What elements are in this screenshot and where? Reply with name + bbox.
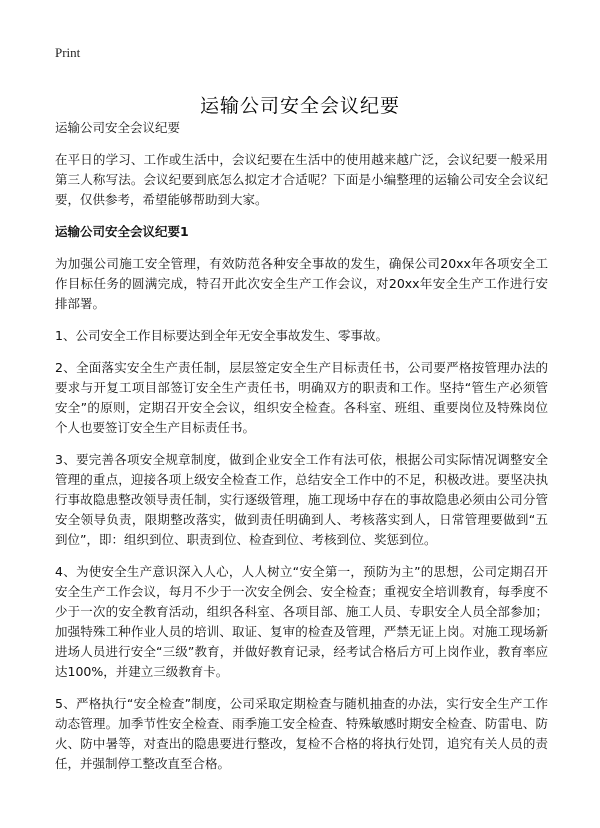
print-link[interactable]: Print: [55, 45, 81, 60]
page-title: 运输公司安全会议纪要: [199, 94, 400, 117]
body-paragraph: 2、全面落实安全生产责任制，层层签定安全生产目标责任书，公司要严格按管理办法的要求与开复工项目部签订安全生产责任书，明确双方的职责和工作。坚持“管生产必须管安全”的原则，定期召开安全会议，组织安全检查。各科室、班组、重要岗位及特殊岗位个人也要签订安全生产目标责任书。: [55, 360, 548, 435]
intro-paragraph: 在平日的学习、工作或生活中，会议纪要在生活中的使用越来越广泛，会议纪要一般采用第三人称写法。会议纪要到底怎么拟定才合适呢？下面是小编整理的运输公司安全会议纪要，仅供参考，希望能够帮助到大家。: [55, 152, 548, 207]
body-paragraph: 4、为使安全生产意识深入人心，人人树立“安全第一，预防为主”的思想，公司定期召开安全生产工作会议，每月不少于一次安全例会、安全检查；重视安全培训教育，每季度不少于一次的安全教育活动，组织各科室、各项目部、施工人员、专职安全人员全部参加；加强特殊工种作业人员的培训、取证、复审的检查及管理，严禁无证上岗。对施工现场新进场人员进行安全“三级”教育，并做好教育记录，经考试合格后方可上岗作业，教育率应达100%，并建立三级教育卡。: [55, 564, 548, 679]
body-paragraph: 1、公司安全工作目标要达到全年无安全事故发生、零事故。: [55, 328, 388, 343]
section-heading: 运输公司安全会议纪要1: [55, 224, 189, 239]
body-paragraph: 5、严格执行“安全检查”制度，公司采取定期检查与随机抽查的办法，实行安全生产工作动态管理。加季节性安全检查、雨季施工安全检查、特殊敏感时期安全检查、防雷电、防火、防中暑等，对查出的隐患要进行整改，复检不合格的将执行处罚，追究有关人员的责任，并强制停工整改直至合格。: [55, 696, 548, 771]
article-subtitle: 运输公司安全会议纪要: [55, 120, 181, 135]
body-paragraph: 为加强公司施工安全管理，有效防范各种安全事故的发生，确保公司20xx年各项安全工作目标任务的圆满完成，特召开此次安全生产工作会议，对20xx年安全生产工作进行安排部署。: [55, 256, 548, 311]
body-paragraph: 3、要完善各项安全规章制度，做到企业安全工作有法可依，根据公司实际情况调整安全管理的重点，迎接各项上级安全检查工作，总结安全工作中的不足，积极改进。要坚决执行事故隐患整改领导责任制，实行逐级管理，施工现场中存在的事故隐患必须由公司分管安全领导负责，限期整改落实，做到责任明确到人、考核落实到人，日常管理要做到“五到位”，即：组织到位、职责到位、检查到位、考核到位、奖惩到位。: [55, 452, 548, 547]
article-body: [55, 118, 548, 786]
